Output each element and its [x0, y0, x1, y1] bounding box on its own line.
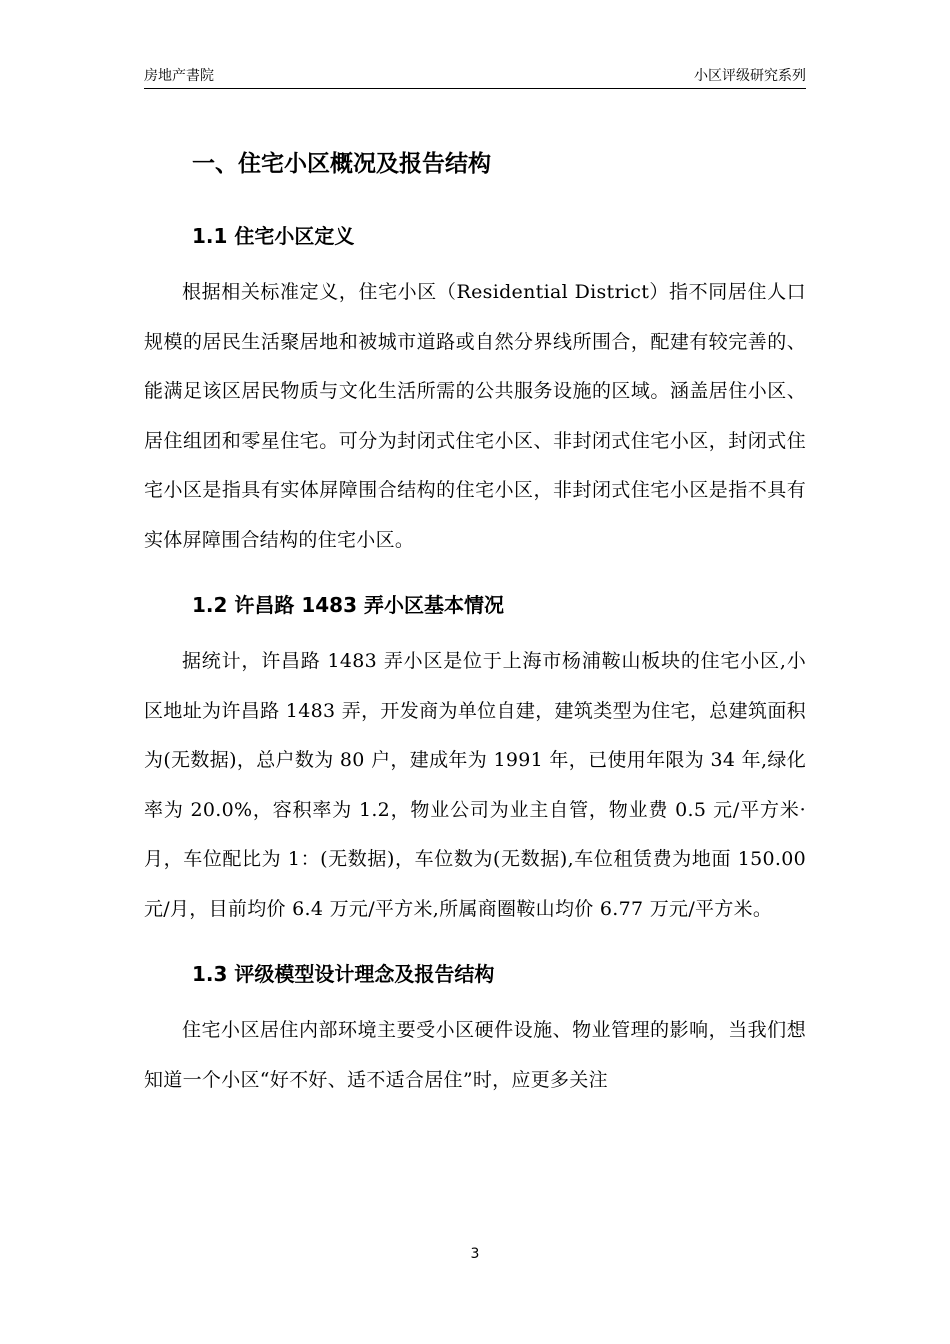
page-number: 3	[470, 1246, 480, 1262]
paragraph-basic-info: 据统计，许昌路 1483 弄小区是位于上海市杨浦鞍山板块的住宅小区,小区地址为许昌路 1483 弄，开发商为单位自建，建筑类型为住宅，总建筑面积为(无数据)，总户数为 80 户，建成年为 1991 年，已使用年限为 34 年,绿化率为 20.0%，容积率为 1.2，物业公司为业主自管，物业费 0.5 元/平方米·月，车位配比为 1：(无数据)，车位数为(无数据),车位租赁费为地面 150.00 元/月，目前均价 6.4 万元/平方米,所属商圈鞍山均价 6.77 万元/平方米。	[144, 650, 806, 920]
subsection-title-model-design: 1.3 评级模型设计理念及报告结构	[192, 962, 495, 986]
section-title: 一、住宅小区概况及报告结构	[192, 151, 491, 177]
paragraph-definition: 根据相关标准定义，住宅小区（Residential District）指不同居住人口规模的居民生活聚居地和被城市道路或自然分界线所围合，配建有较完善的、能满足该区居民物质与文化生活所需的公共服务设施的区域。涵盖居住小区、居住组团和零星住宅。可分为封闭式住宅小区、非封闭式住宅小区，封闭式住宅小区是指具有实体屏障围合结构的住宅小区，非封闭式住宅小区是指不具有实体屏障围合结构的住宅小区。	[144, 281, 806, 551]
page-header	[144, 66, 806, 89]
subsection-title-definition: 1.1 住宅小区定义	[192, 224, 355, 248]
document-body	[144, 136, 806, 1105]
paragraph-model-design: 住宅小区居住内部环境主要受小区硬件设施、物业管理的影响，当我们想知道一个小区“好不好、适不适合居住”时，应更多关注	[144, 1019, 806, 1091]
subsection-title-basic-info: 1.2 许昌路 1483 弄小区基本情况	[192, 593, 504, 617]
header-series-title: 小区评级研究系列	[694, 68, 806, 84]
header-publisher: 房地产書院	[144, 68, 214, 84]
